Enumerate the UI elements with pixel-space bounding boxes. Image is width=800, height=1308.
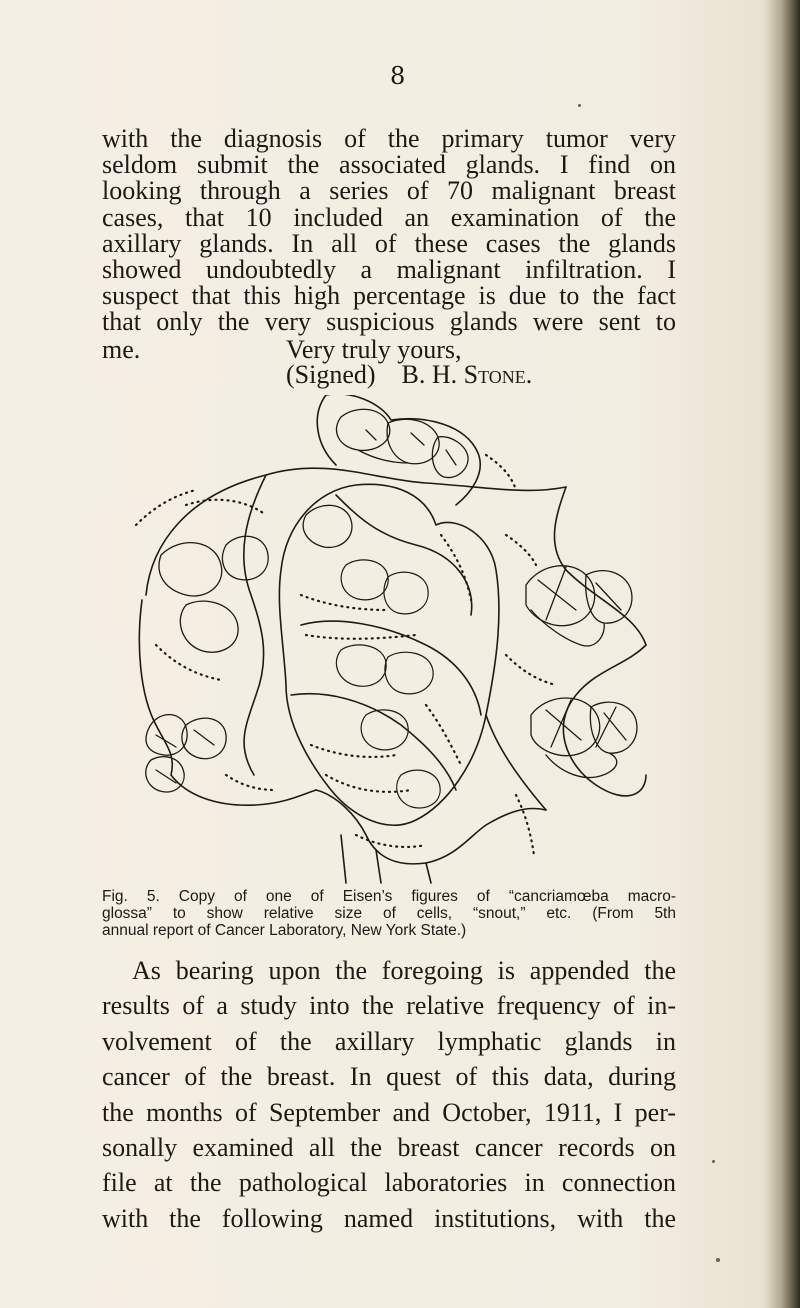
letter-line: suspect that this high percentage is due to the fact <box>102 281 676 311</box>
body-line: As bearing upon the foregoing is appended the <box>132 956 676 985</box>
body-line: sonally examined all the breast cancer records on <box>102 1133 676 1163</box>
body-line: the months of September and October, 1911, I per- <box>102 1097 676 1127</box>
signer-surname: Stone. <box>463 360 533 389</box>
page-edge-shadow <box>766 0 800 1308</box>
figure-caption <box>102 888 676 939</box>
page-number: 8 <box>390 62 407 90</box>
eisen-figure-illustration <box>126 395 672 885</box>
letter-signature <box>286 360 532 390</box>
body-line: results of a study into the relative frequency of in- <box>102 991 676 1021</box>
letter-line: looking through a series of 70 malignant breast <box>102 176 676 206</box>
caption-line: Fig. 5. Copy of one of Eisen’s figures of “cancriamœba macro- <box>102 888 676 905</box>
figure-outer-outlines <box>139 395 646 883</box>
letter-line: with the diagnosis of the primary tumor very <box>102 124 676 153</box>
caption-line: glossa” to show relative size of cells, “snout,” etc. (From 5th <box>102 905 676 922</box>
letter-text <box>102 126 676 336</box>
body-line: with the following named institutions, with the <box>102 1203 676 1233</box>
letter-line: showed undoubtedly a malignant infiltration. I <box>102 255 676 285</box>
figure-cells-lower-left <box>146 715 226 792</box>
body-paragraph <box>102 953 676 1236</box>
signed-label: (Signed) <box>286 360 376 389</box>
letter-closing: Very truly yours, <box>286 335 462 364</box>
caption-line: annual report of Cancer Laboratory, New York State.) <box>102 922 467 939</box>
body-line: volvement of the axillary lymphatic glands in <box>102 1026 676 1056</box>
figure-stipple <box>136 455 556 855</box>
paper-speck <box>578 104 581 107</box>
letter-line: that only the very suspicious glands were sent to <box>102 307 676 337</box>
letter-line: seldom submit the associated glands. I find on <box>102 150 676 180</box>
figure-cells-right <box>526 566 637 778</box>
letter-line: axillary glands. In all of these cases the glands <box>102 228 676 258</box>
paper-speck <box>712 1160 715 1163</box>
figure-cells-upper <box>159 409 468 652</box>
letter-line: cases, that 10 included an examination of the <box>102 202 676 232</box>
figure-cells-center <box>336 560 440 808</box>
letter-last-word: me. <box>102 335 141 364</box>
signer-initials: B. H. <box>401 360 458 389</box>
paper-speck <box>716 1258 720 1262</box>
body-line: cancer of the breast. In quest of this data, during <box>102 1062 676 1092</box>
body-line: file at the pathological laboratories in connection <box>102 1168 676 1198</box>
